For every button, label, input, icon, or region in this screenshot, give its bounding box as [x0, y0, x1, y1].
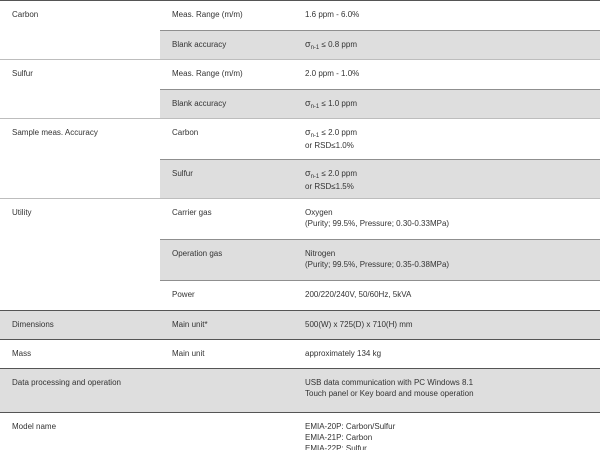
- power-value: 200/220/240V, 50/60Hz, 5kVA: [295, 281, 600, 311]
- sulfur-blank-text: ≤ 1.0 ppm: [319, 99, 357, 108]
- sigma-symbol: σ: [305, 98, 311, 108]
- data-processing-label-empty: [160, 369, 295, 413]
- operation-gas-spec: (Purity; 99.5%, Pressure; 0.35-0.38MPa): [305, 260, 450, 269]
- carbon-range-value: 1.6 ppm - 6.0%: [295, 1, 600, 31]
- operation-gas-value: [295, 240, 600, 281]
- item-utility: Utility: [0, 199, 160, 311]
- sample-sulfur-text: ≤ 2.0 ppm: [319, 169, 357, 178]
- power-label: Power: [160, 281, 295, 311]
- carbon-range-label: Meas. Range (m/m): [160, 1, 295, 31]
- carbon-blank-value: [295, 31, 600, 60]
- data-processing-value: [295, 369, 600, 413]
- item-sulfur: Sulfur: [0, 60, 160, 119]
- sigma-subscript: n-1: [310, 45, 320, 51]
- sample-carbon-value: [295, 119, 600, 160]
- carrier-gas-name: Oxygen: [305, 208, 333, 217]
- operation-gas-name: Nitrogen: [305, 249, 336, 258]
- sigma-symbol: σ: [305, 39, 311, 49]
- sample-carbon-text: ≤ 2.0 ppm: [319, 128, 357, 137]
- sample-carbon-rsd: or RSD≤1.0%: [305, 141, 354, 150]
- carrier-gas-label: Carrier gas: [160, 199, 295, 240]
- table-row: [0, 1, 600, 31]
- carbon-blank-label: Blank accuracy: [160, 31, 295, 60]
- table-row: [0, 199, 600, 240]
- operation-gas-label: Operation gas: [160, 240, 295, 281]
- table-row: [0, 413, 600, 450]
- table-row: [0, 369, 600, 413]
- dimensions-label: Main unit*: [160, 311, 295, 340]
- sample-sulfur-value: [295, 160, 600, 199]
- item-dimensions: Dimensions: [0, 311, 160, 340]
- table-row: [0, 119, 600, 160]
- item-carbon: Carbon: [0, 1, 160, 60]
- sigma-subscript: n-1: [310, 104, 320, 110]
- sulfur-blank-value: [295, 90, 600, 119]
- item-sample-accuracy: Sample meas. Accuracy: [0, 119, 160, 199]
- model-emia-20p: EMIA-20P: Carbon/Sulfur: [305, 422, 396, 431]
- item-data-processing: Data processing and operation: [0, 369, 160, 413]
- table-row: [0, 340, 600, 369]
- carrier-gas-spec: (Purity; 99.5%, Pressure; 0.30-0.33MPa): [305, 219, 450, 228]
- sample-sulfur-label: Sulfur: [160, 160, 295, 199]
- sample-sulfur-rsd: or RSD≤1.5%: [305, 182, 354, 191]
- sample-carbon-label: Carbon: [160, 119, 295, 160]
- sulfur-blank-label: Blank accuracy: [160, 90, 295, 119]
- sulfur-range-label: Meas. Range (m/m): [160, 60, 295, 90]
- table-row: [0, 60, 600, 90]
- model-name-label-empty: [160, 413, 295, 450]
- item-mass: Mass: [0, 340, 160, 369]
- carrier-gas-value: [295, 199, 600, 240]
- mass-value: approximately 134 kg: [295, 340, 600, 369]
- sigma-subscript: n-1: [310, 133, 320, 139]
- model-name-value: [295, 413, 600, 450]
- sigma-subscript: n-1: [310, 174, 320, 180]
- model-emia-21p: EMIA-21P: Carbon: [305, 433, 373, 442]
- mass-label: Main unit: [160, 340, 295, 369]
- sulfur-range-value: 2.0 ppm - 1.0%: [295, 60, 600, 90]
- item-model-name: Model name: [0, 413, 160, 450]
- data-processing-usb: USB data communication with PC Windows 8.1: [305, 378, 474, 387]
- table-row: [0, 311, 600, 340]
- sigma-symbol: σ: [305, 127, 311, 137]
- sigma-symbol: σ: [305, 168, 311, 178]
- data-processing-touch: Touch panel or Key board and mouse operation: [305, 389, 474, 398]
- model-emia-22p: EMIA-22P: Sulfur: [305, 444, 367, 450]
- carbon-blank-text: ≤ 0.8 ppm: [319, 40, 357, 49]
- dimensions-value: 500(W) x 725(D) x 710(H) mm: [295, 311, 600, 340]
